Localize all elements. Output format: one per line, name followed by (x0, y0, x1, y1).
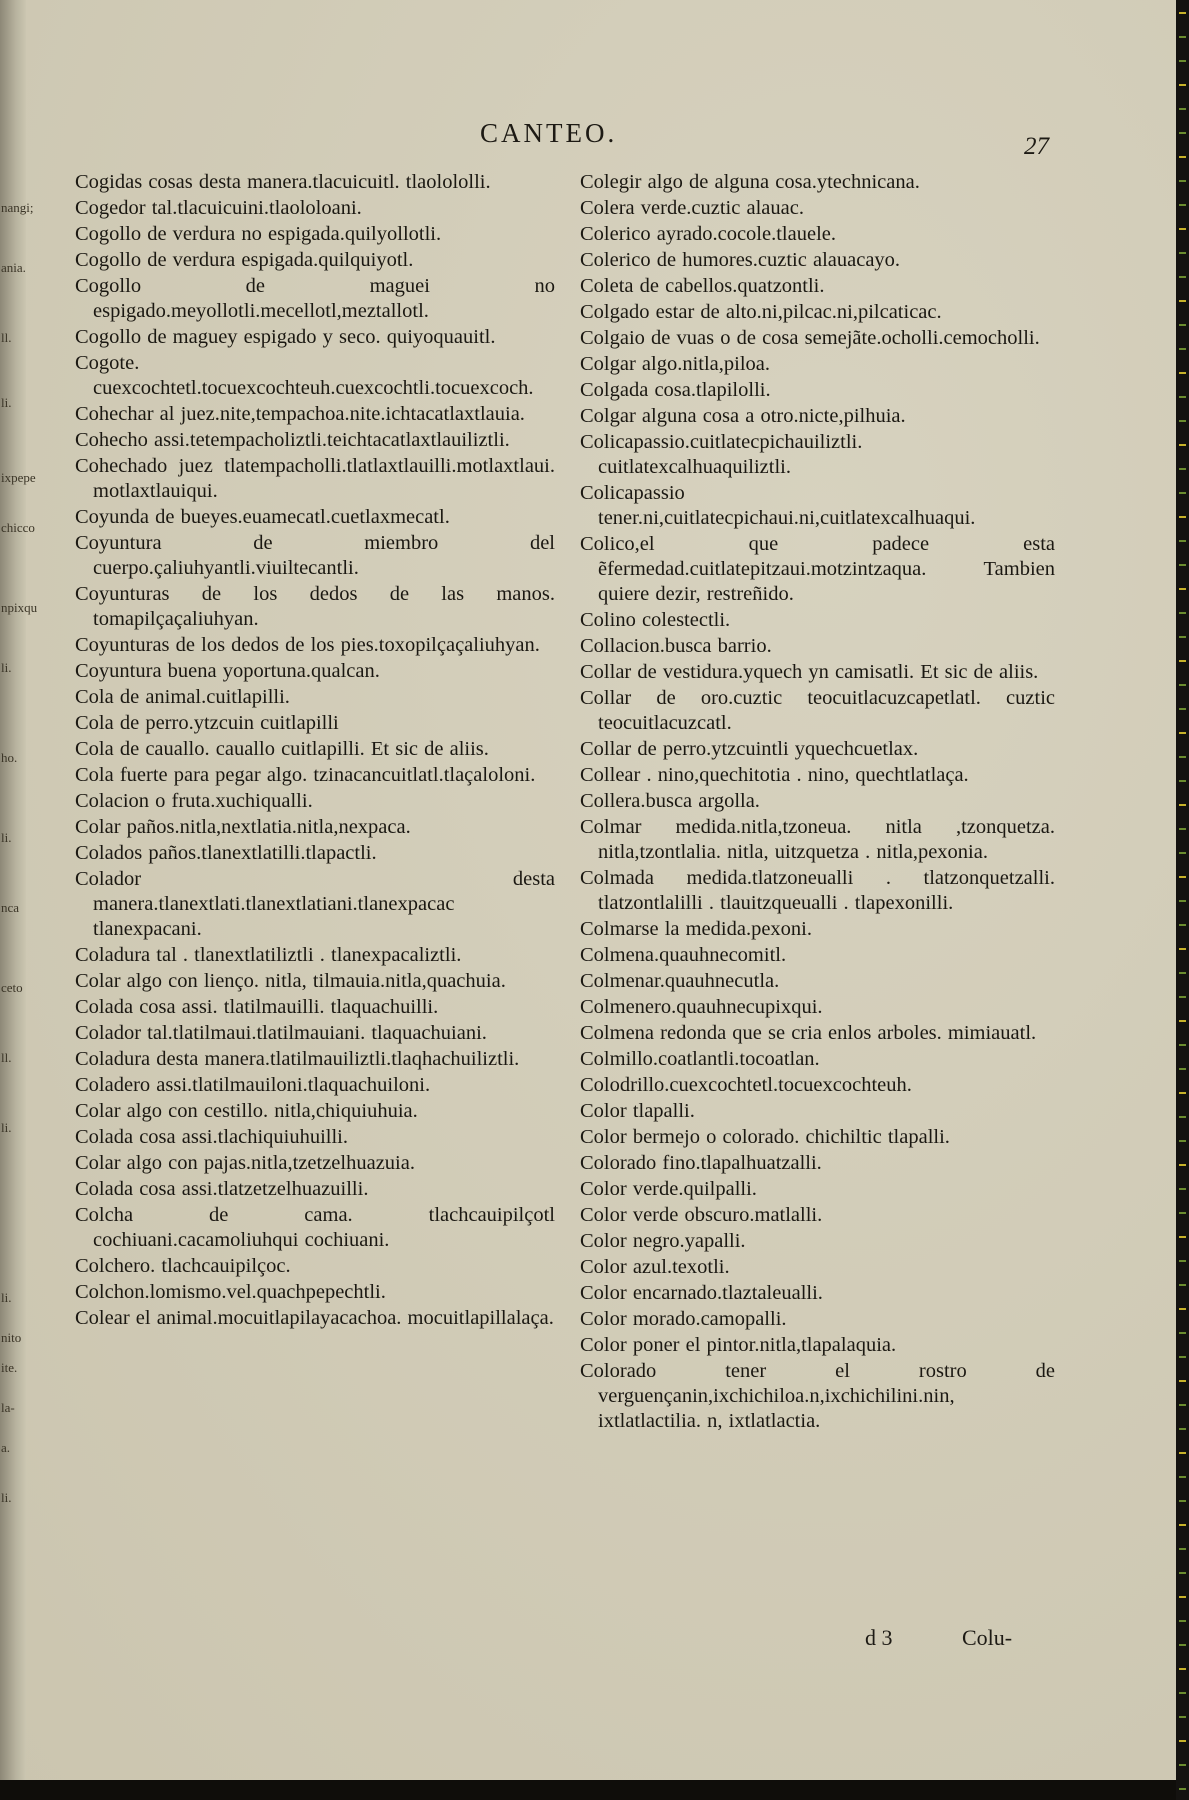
ruler-tick (1179, 1140, 1186, 1142)
dictionary-entry: Cohechado juez tlatempacholli.tlatlaxtlauilli.motlaxtlaui. motlaxtlauiqui. (75, 455, 555, 502)
dictionary-entry: Colador desta manera.tlanextlati.tlanextlatiani.tlanexpacac tlanexpacani. (75, 868, 555, 940)
ruler-tick (1179, 852, 1186, 854)
ruler-tick (1179, 420, 1186, 422)
ruler-tick (1179, 1500, 1186, 1502)
ruler-tick (1179, 564, 1186, 566)
ruler-tick (1179, 900, 1186, 902)
ruler-tick (1179, 684, 1186, 686)
ruler-tick (1179, 804, 1186, 806)
gutter-fragment: a. (1, 1440, 11, 1455)
dictionary-entry: Color tlapalli. (580, 1100, 695, 1122)
dictionary-entry: Collacion.busca barrio. (580, 635, 772, 657)
ruler-tick (1179, 1356, 1186, 1358)
dictionary-entry: Colgar algo.nitla,piloa. (580, 353, 771, 375)
dictionary-entry: Color morado.camopalli. (580, 1308, 787, 1330)
ruler-tick (1179, 300, 1186, 302)
catchline (865, 1625, 1012, 1651)
ruler-tick (1179, 276, 1186, 278)
dictionary-entry: Collera.busca argolla. (580, 790, 760, 812)
gutter-fragment: ll. (1, 1050, 12, 1065)
ruler-tick (1179, 108, 1186, 110)
ruler-tick (1179, 36, 1186, 38)
ruler-tick (1179, 636, 1186, 638)
ruler-tick (1179, 1212, 1186, 1214)
dictionary-entry: Color verde.quilpalli. (580, 1178, 757, 1200)
ruler-tick (1179, 1620, 1186, 1622)
gutter-fragment: li. (1, 830, 12, 845)
dictionary-entry: Colmarse la medida.pexoni. (580, 918, 812, 940)
ruler-tick (1179, 1044, 1186, 1046)
dictionary-entry: Cogollo de verdura espigada.quilquiyotl. (75, 249, 414, 271)
ruler-tick (1179, 1404, 1186, 1406)
dictionary-entry: Colmar medida.nitla,tzoneua. nitla ,tzonquetza. nitla,tzontlalia. nitla, uitzquetza . nitla,pexonia. (580, 816, 1055, 863)
gutter-fragment: li. (1, 1290, 12, 1305)
left-column (75, 170, 555, 1332)
dictionary-entry: Coyunturas de los dedos de los pies.toxopilçaçaliuhyan. (75, 634, 540, 656)
ruler-tick (1179, 1692, 1186, 1694)
ruler-tick (1179, 1116, 1186, 1118)
dictionary-entry: Collar de perro.ytzcuintli yquechcuetlax. (580, 738, 919, 760)
dictionary-entry: Colino colestectli. (580, 609, 731, 631)
ruler-tick (1179, 732, 1186, 734)
ruler-tick (1179, 468, 1186, 470)
ruler-tick (1179, 252, 1186, 254)
dictionary-entry: Colar algo con pajas.nitla,tzetzelhuazuia. (75, 1152, 415, 1174)
ruler-tick (1179, 972, 1186, 974)
dictionary-entry: Color azul.texotli. (580, 1256, 730, 1278)
gutter-fragment: chicco (1, 520, 35, 535)
dictionary-entry: Colegir algo de alguna cosa.ytechnicana. (580, 171, 920, 193)
ruler-tick (1179, 1548, 1186, 1550)
dictionary-entry: Color encarnado.tlaztaleualli. (580, 1282, 823, 1304)
dictionary-entry: Cola de perro.ytzcuin cuitlapilli (75, 712, 339, 734)
dictionary-entry: Colorado fino.tlapalhuatzalli. (580, 1152, 822, 1174)
ruler-tick (1179, 612, 1186, 614)
gutter-fragment: nca (1, 900, 20, 915)
ruler-tick (1179, 444, 1186, 446)
ruler-tick (1179, 12, 1186, 14)
dictionary-entry: Cola de animal.cuitlapilli. (75, 686, 290, 708)
ruler-tick (1179, 372, 1186, 374)
dictionary-entry: Cogollo de verdura no espigada.quilyollotli. (75, 223, 442, 245)
ruler-tick (1179, 588, 1186, 590)
ruler-tick (1179, 1572, 1186, 1574)
gutter-facing-page (0, 0, 38, 1780)
dictionary-entry: Colerico de humores.cuztic alauacayo. (580, 249, 901, 271)
dictionary-entry: Colmenero.quauhnecupixqui. (580, 996, 823, 1018)
ruler-tick (1179, 1068, 1186, 1070)
dictionary-entry: Cogidas cosas desta manera.tlacuicuitl. tlaolololli. (75, 171, 491, 193)
gutter-fragment: ll. (1, 330, 12, 345)
ruler-tick (1179, 492, 1186, 494)
dictionary-entry: Colcha de cama. tlachcauipilçotl cochiuani.cacamoliuhqui cochiuani. (75, 1204, 555, 1251)
gutter-fragment: ania. (1, 260, 26, 275)
dictionary-entry: Colico,el que padece esta ẽfermedad.cuitlatepitzaui.motzintzaqua. Tambien quiere dezir, restreñido. (580, 533, 1055, 605)
gutter-fragment: nangi; (1, 200, 34, 215)
gutter-fragment: ixpepe (1, 470, 36, 485)
dictionary-entry: Colerico ayrado.cocole.tlauele. (580, 223, 836, 245)
gutter-fragment: ceto (1, 980, 23, 995)
gutter-fragment: ite. (1, 1360, 18, 1375)
ruler-tick (1179, 1476, 1186, 1478)
dictionary-entry: Colodrillo.cuexcochtetl.tocuexcochteuh. (580, 1074, 912, 1096)
dictionary-entry: Colar algo con cestillo. nitla,chiquiuhuia. (75, 1100, 418, 1122)
dictionary-entry: Colicapassio tener.ni,cuitlatecpichaui.ni,cuitlatexcalhuaqui. (580, 482, 976, 529)
dictionary-entry: Colorado tener el rostro de verguençanin,ixchichiloa.n,ixchichilini.nin, ixtlatlactilia. n, ixtlatlactia. (580, 1360, 1055, 1432)
ruler-tick (1179, 756, 1186, 758)
ruler-tick (1179, 1260, 1186, 1262)
gutter-fragment: npixqu (1, 600, 38, 615)
ruler-tick (1179, 1668, 1186, 1670)
dictionary-entry: Colchero. tlachcauipilçoc. (75, 1255, 291, 1277)
right-column (580, 170, 1055, 1435)
dictionary-entry: Colmena redonda que se cria enlos arboles. mimiauatl. (580, 1022, 1037, 1044)
dictionary-entry: Cola de cauallo. cauallo cuitlapilli. Et sic de aliis. (75, 738, 489, 760)
dictionary-entry: Coladura tal . tlanextlatiliztli . tlanexpacaliztli. (75, 944, 462, 966)
ruler-tick (1179, 540, 1186, 542)
ruler-tick (1179, 1452, 1186, 1454)
ruler-tick (1179, 1164, 1186, 1166)
dictionary-entry: Colmena.quauhnecomitl. (580, 944, 787, 966)
ruler-tick (1179, 1524, 1186, 1526)
gutter-fragment: nito (1, 1330, 22, 1345)
ruler-tick (1179, 948, 1186, 950)
ruler-tick (1179, 1308, 1186, 1310)
ruler-tick (1179, 660, 1186, 662)
running-title: CANTEO. (480, 118, 618, 148)
dictionary-entry: Colgada cosa.tlapilolli. (580, 379, 771, 401)
dictionary-entry: Collear . nino,quechitotia . nino, quechtlatlaça. (580, 764, 969, 786)
gutter-fragment: li. (1, 395, 12, 410)
ruler-tick (1179, 348, 1186, 350)
signature-mark: d 3 (865, 1625, 893, 1650)
ruler-tick (1179, 996, 1186, 998)
ruler-tick (1179, 156, 1186, 158)
ruler-tick (1179, 780, 1186, 782)
ruler-tick (1179, 924, 1186, 926)
dictionary-entry: Colados paños.tlanextlatilli.tlapactli. (75, 842, 377, 864)
dictionary-entry: Colmillo.coatlantli.tocoatlan. (580, 1048, 820, 1070)
catchword: Colu- (962, 1625, 1013, 1650)
ruler-tick (1179, 84, 1186, 86)
ruler-tick (1179, 1764, 1186, 1766)
dictionary-entry: Color poner el pintor.nitla,tlapalaquia. (580, 1334, 897, 1356)
dictionary-entry: Colar paños.nitla,nextlatia.nitla,nexpaca. (75, 816, 411, 838)
folio-number: 27 (1024, 133, 1049, 160)
dictionary-entry: Coyuntura buena yoportuna.qualcan. (75, 660, 380, 682)
ruler-tick (1179, 1716, 1186, 1718)
gutter-fragment: li. (1, 1120, 12, 1135)
dictionary-entry: Cogedor tal.tlacuicuini.tlaololoani. (75, 197, 362, 219)
ruler-tick (1179, 1020, 1186, 1022)
ruler-tick (1179, 1596, 1186, 1598)
dictionary-entry: Colicapassio.cuitlatecpichauiliztli. cuitlatexcalhuaquiliztli. (580, 431, 863, 478)
ruler-tick (1179, 180, 1186, 182)
ruler-tick (1179, 1332, 1186, 1334)
ruler-tick (1179, 1188, 1186, 1190)
dictionary-entry: Cogollo de maguei no espigado.meyollotli.mecellotl,meztallotl. (75, 275, 555, 322)
dictionary-entry: Cogote. cuexcochtetl.tocuexcochteuh.cuexcochtli.tocuexcoch. (75, 352, 534, 399)
ruler-tick (1179, 828, 1186, 830)
dictionary-entry: Colchon.lomismo.vel.quachpepechtli. (75, 1281, 386, 1303)
ruler-tick (1179, 60, 1186, 62)
dictionary-entry: Color negro.yapalli. (580, 1230, 746, 1252)
ruler-tick (1179, 1788, 1186, 1790)
gutter-fragment: li. (1, 660, 12, 675)
ruler-tick (1179, 324, 1186, 326)
dictionary-entry: Coleta de cabellos.quatzontli. (580, 275, 825, 297)
dictionary-entry: Cohecho assi.tetempacholiztli.teichtacatlaxtlauiliztli. (75, 429, 510, 451)
dictionary-entry: Cogollo de maguey espigado y seco. quiyoquauitl. (75, 326, 496, 348)
ruler-tick (1179, 132, 1186, 134)
ruler-tick (1179, 1284, 1186, 1286)
ruler-tick (1179, 708, 1186, 710)
dictionary-entry: Colgaio de vuas o de cosa semejãte.ocholli.cemocholli. (580, 327, 1040, 349)
dictionary-entry: Colacion o fruta.xuchiqualli. (75, 790, 313, 812)
ruler-tick (1179, 876, 1186, 878)
dictionary-entry: Coyunda de bueyes.euamecatl.cuetlaxmecatl. (75, 506, 450, 528)
ruler-tick (1179, 1092, 1186, 1094)
ruler-tick (1179, 1380, 1186, 1382)
ruler-tick (1179, 1644, 1186, 1646)
ruler-tick (1179, 396, 1186, 398)
dictionary-entry: Colmada medida.tlatzoneualli . tlatzonquetzalli. tlatzontlalilli . tlauitzqueualli . tlapexonilli. (580, 867, 1055, 914)
dictionary-entry: Coladura desta manera.tlatilmauiliztli.tlaqhachuiliztli. (75, 1048, 520, 1070)
dictionary-entry: Color verde obscuro.matlalli. (580, 1204, 823, 1226)
gutter-fragment: li. (1, 1490, 12, 1505)
ruler-tick (1179, 204, 1186, 206)
dictionary-entry: Collar de vestidura.yquech yn camisatli. Et sic de aliis. (580, 661, 1039, 683)
ruler-tick (1179, 1740, 1186, 1742)
dictionary-entry: Colera verde.cuztic alauac. (580, 197, 804, 219)
dictionary-entry: Cola fuerte para pegar algo. tzinacancuitlatl.tlaçaloloni. (75, 764, 536, 786)
ruler-tick (1179, 228, 1186, 230)
dictionary-entry: Colada cosa assi. tlatilmauilli. tlaquachuilli. (75, 996, 439, 1018)
dictionary-entry: Coyunturas de los dedos de las manos. tomapilçaçaliuhyan. (75, 583, 555, 630)
dictionary-entry: Colgado estar de alto.ni,pilcac.ni,pilcaticac. (580, 301, 942, 323)
dictionary-entry: Colada cosa assi.tlachiquiuhuilli. (75, 1126, 349, 1148)
dictionary-entry: Colgar alguna cosa a otro.nicte,pilhuia. (580, 405, 906, 427)
ruler-tick (1179, 1236, 1186, 1238)
ruler-tick (1179, 1428, 1186, 1430)
scan-border (0, 1780, 1176, 1800)
ruler-tick (1179, 516, 1186, 518)
dictionary-entry: Coyuntura de miembro del cuerpo.çaliuhyantli.viuiltecantli. (75, 532, 555, 579)
scan-ruler (1176, 0, 1189, 1800)
dictionary-entry: Cohechar al juez.nite,tempachoa.nite.ichtacatlaxtlauia. (75, 403, 525, 425)
dictionary-entry: Colador tal.tlatilmaui.tlatilmauiani. tlaquachuiani. (75, 1022, 487, 1044)
dictionary-entry: Colmenar.quauhnecutla. (580, 970, 780, 992)
dictionary-entry: Colear el animal.mocuitlapilayacachoa. mocuitlapillalaça. (75, 1307, 554, 1329)
dictionary-entry: Collar de oro.cuztic teocuitlacuzcapetlatl. cuztic teocuitlacuzcatl. (580, 687, 1055, 734)
gutter-fragment: la- (1, 1400, 15, 1415)
dictionary-entry: Colar algo con lienço. nitla, tilmauia.nitla,quachuia. (75, 970, 506, 992)
dictionary-entry: Coladero assi.tlatilmauiloni.tlaquachuiloni. (75, 1074, 431, 1096)
gutter-fragment: ho. (1, 750, 18, 765)
dictionary-entry: Color bermejo o colorado. chichiltic tlapalli. (580, 1126, 950, 1148)
dictionary-entry: Colada cosa assi.tlatzetzelhuazuilli. (75, 1178, 369, 1200)
